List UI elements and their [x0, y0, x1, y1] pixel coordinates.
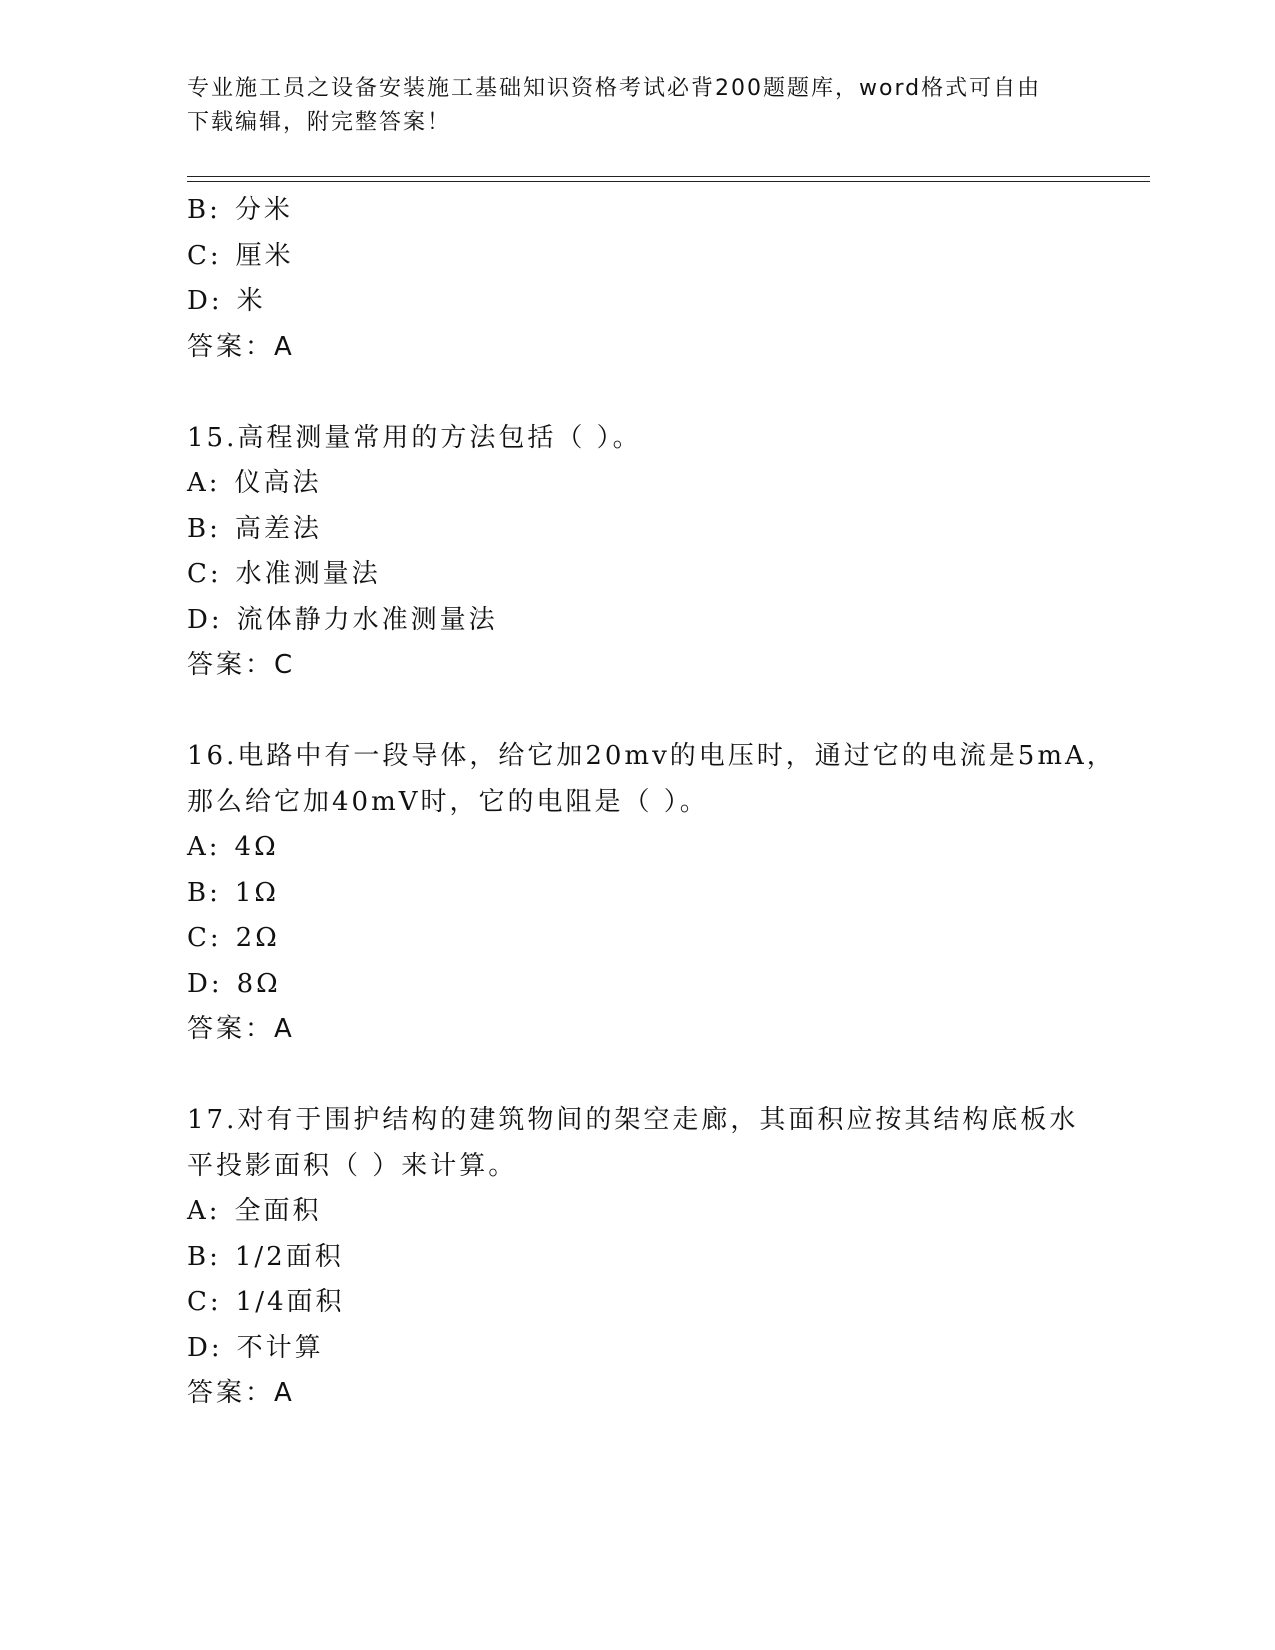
answer-line: 答案：A	[187, 331, 295, 362]
question-stem-line-2: 平投影面积（ ）来计算。	[187, 1150, 518, 1181]
header-divider-top	[187, 176, 1150, 177]
option-b: B: 高差法	[187, 513, 322, 544]
option-d: D: 8Ω	[187, 968, 281, 999]
option-d: D: 流体静力水准测量法	[187, 604, 498, 635]
option-b: B: 分米	[187, 195, 293, 225]
option-b: B: 1/2面积	[187, 1241, 344, 1272]
question-16	[187, 734, 1116, 1053]
option-b: B: 1Ω	[187, 877, 279, 908]
header-divider-bottom	[187, 181, 1150, 182]
question-stem-line-1: 16.电路中有一段导体，给它加20mv的电压时，通过它的电流是5mA，	[187, 741, 1116, 771]
question-17	[187, 1098, 1087, 1417]
option-a: A: 4Ω	[187, 832, 279, 862]
document-header	[187, 72, 1067, 140]
answer-line: 答案：A	[187, 1014, 295, 1044]
option-c: C: 1/4面积	[187, 1287, 345, 1317]
question-14-continued	[187, 188, 1087, 370]
option-a: A: 仪高法	[187, 468, 322, 498]
header-line-2: 下载编辑，附完整答案！	[187, 110, 452, 135]
option-a: A: 全面积	[187, 1196, 322, 1226]
option-c: C: 2Ω	[187, 923, 280, 953]
question-stem-line-1: 17.对有于围护结构的建筑物间的架空走廊，其面积应按其结构底板水	[187, 1105, 1079, 1135]
option-d: D: 不计算	[187, 1332, 324, 1363]
header-line-1: 专业施工员之设备安装施工基础知识资格考试必背200题题库，word格式可自由	[187, 76, 1042, 101]
question-stem: 15.高程测量常用的方法包括（ ）。	[187, 422, 642, 453]
question-15	[187, 416, 1087, 689]
answer-line: 答案：C	[187, 650, 296, 680]
question-content	[187, 188, 1116, 1417]
question-stem-line-2: 那么给它加40mV时，它的电阻是（ ）。	[187, 786, 709, 817]
option-c: C: 厘米	[187, 240, 294, 271]
answer-line: 答案：A	[187, 1378, 295, 1408]
option-c: C: 水准测量法	[187, 559, 381, 589]
option-d: D: 米	[187, 286, 266, 316]
